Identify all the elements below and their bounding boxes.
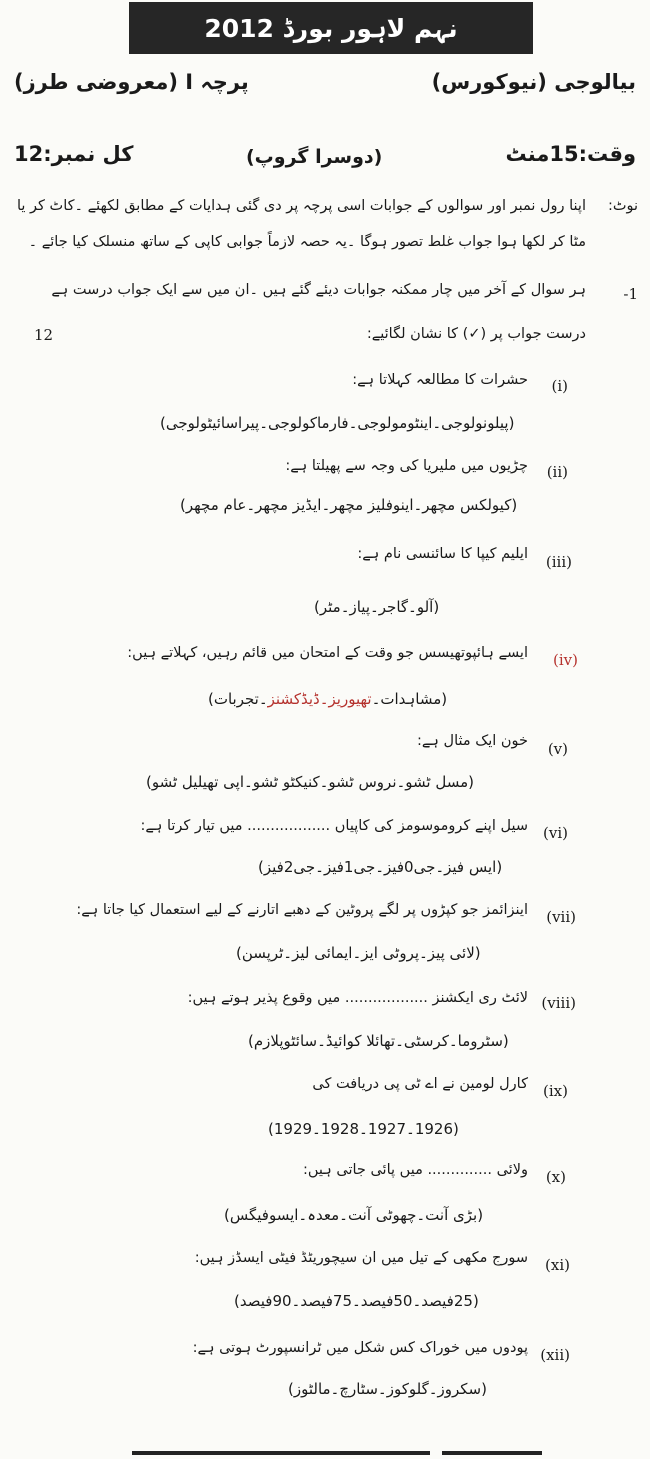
item-options-x: (بڑی آنت۔چھوٹی آنت۔معدہ۔ایسوفیگس) bbox=[224, 1206, 484, 1224]
item-number-xi: (xi) bbox=[545, 1256, 570, 1274]
item-question-ix: کارل لومین نے اے ٹی پی دریافت کی bbox=[312, 1076, 528, 1092]
item-question-x bbox=[303, 1162, 528, 1178]
item-question-vi-end: میں تیار کرتا ہے: bbox=[140, 818, 243, 834]
item-options-xi: (25فیصد۔50فیصد۔75فیصد۔90فیصد) bbox=[234, 1292, 479, 1310]
item-question-ii: چڑیوں میں ملیریا کی وجہ سے پھیلتا ہے: bbox=[285, 458, 528, 474]
item-question-xii: پودوں میں خوراک کس شکل میں ٹرانسپورٹ ہوتی ہے: bbox=[192, 1340, 528, 1356]
paper-type: پرچہ I (معروضی طرز) bbox=[14, 70, 249, 94]
footer-divider-right bbox=[442, 1451, 542, 1455]
item-number-ii: (ii) bbox=[546, 463, 568, 481]
item-options-xii: (سکروز۔گلوکوز۔سٹارچ۔مالٹوز) bbox=[288, 1380, 487, 1398]
item-question-iii: ایلیم کیپا کا سائنسی نام ہے: bbox=[357, 546, 528, 562]
note-line-1: اپنا رول نمبر اور سوالوں کے جوابات اسی پرچہ پر دی گئی ہدایات کے مطابق لکھئے ۔کاٹ کر یا bbox=[16, 198, 586, 214]
item-question-x-end: میں پائی جاتی ہیں: bbox=[302, 1162, 423, 1178]
item-number-x: (x) bbox=[545, 1168, 566, 1186]
item-question-x-start: ولائی bbox=[496, 1162, 528, 1178]
item-question-viii bbox=[188, 990, 528, 1006]
item-options-iv-part-3: ۔تجربات) bbox=[208, 690, 268, 708]
item-options-viii: (سٹروما۔کرسٹی۔تھائلا کوائیڈ۔سائٹوپلازم) bbox=[248, 1032, 509, 1050]
question-instruction-1: ہر سوال کے آخر میں چار ممکنہ جوابات دیئے گئے ہیں ۔ان میں سے ایک جواب درست ہے bbox=[51, 282, 586, 298]
subject-title: بیالوجی (نیوکورس) bbox=[431, 70, 636, 94]
item-number-iii: (iii) bbox=[545, 553, 572, 571]
item-number-v: (v) bbox=[547, 740, 568, 758]
time-allowed: وقت:15منٹ bbox=[505, 142, 636, 166]
note-line-2: مٹا کر لکھا ہوا جواب غلط تصور ہوگا ۔یہ حصہ لازماً جوابی کاپی کے ساتھ منسلک کیا جائے ۔ bbox=[28, 234, 586, 250]
item-number-viii: (viii) bbox=[541, 994, 576, 1012]
item-question-xi: سورج مکھی کے تیل میں ان سیچوریٹڈ فیٹی ایسڈز ہیں: bbox=[194, 1250, 528, 1266]
item-options-iv bbox=[208, 690, 447, 708]
item-options-ii: (کیولکس مچھر۔اینوفلیز مچھر۔ایڈیز مچھر۔عام مچھر) bbox=[180, 496, 518, 514]
item-options-ix: (1926۔1927۔1928۔1929) bbox=[268, 1120, 459, 1138]
question-number: -1 bbox=[623, 285, 638, 303]
item-question-iv: ایسے ہائپوتھیسس جو وقت کے امتحان میں قائم رہیں، کہلاتے ہیں: bbox=[127, 645, 528, 661]
note-label: نوٹ: bbox=[607, 198, 638, 214]
item-number-vi: (vi) bbox=[543, 824, 568, 842]
footer-divider-left bbox=[132, 1451, 430, 1455]
item-question-viii-end: میں وقوع پذیر ہوتے ہیں: bbox=[187, 990, 341, 1006]
item-question-viii-start: لائٹ ری ایکشنز bbox=[432, 990, 528, 1006]
item-question-i: حشرات کا مطالعہ کہلاتا ہے: bbox=[352, 372, 528, 388]
item-question-vi bbox=[140, 818, 528, 834]
board-year-banner: نہم لاہور بورڈ 2012 bbox=[129, 2, 533, 54]
item-question-v: خون ایک مثال ہے: bbox=[417, 733, 528, 749]
item-blank-viii: .................. bbox=[344, 990, 428, 1006]
item-blank-vi: .................. bbox=[247, 818, 331, 834]
item-number-iv: (iv) bbox=[553, 651, 578, 669]
total-marks: کل نمبر:12 bbox=[14, 142, 134, 166]
item-number-i: (i) bbox=[551, 377, 568, 395]
item-blank-x: .............. bbox=[427, 1162, 492, 1178]
item-options-v: (مسل ٹشو۔نروس ٹشو۔کنیکٹو ٹشو۔اپی تھیلیل ٹشو) bbox=[146, 773, 474, 791]
item-number-ix: (ix) bbox=[543, 1082, 568, 1100]
question-instruction-2: درست جواب پر (✓) کا نشان لگائیے: bbox=[366, 326, 586, 342]
item-number-vii: (vii) bbox=[546, 908, 576, 926]
item-question-vi-start: سیل اپنے کروموسومز کی کاپیاں bbox=[334, 818, 528, 834]
group-label: (دوسرا گروپ) bbox=[246, 146, 383, 168]
item-options-iv-part-1: (مشاہدات۔ bbox=[371, 690, 448, 708]
question-marks: 12 bbox=[34, 326, 54, 344]
item-options-vii: (لائی پیز۔پروٹی ایز۔ایمائی لیز۔ٹرپسن) bbox=[236, 944, 481, 962]
item-options-i: (پیلونولوجی۔اینٹومولوجی۔فارماکولوجی۔پیراسائیٹولوجی) bbox=[160, 414, 515, 432]
item-question-vii: اینزائمز جو کپڑوں پر لگے پروٹین کے دھبے اتارنے کے لیے استعمال کیا جاتا ہے: bbox=[76, 902, 528, 918]
item-options-vi: (ایس فیز۔جی0فیز۔جی1فیز۔جی2فیز) bbox=[258, 858, 503, 876]
item-options-iii: (آلو۔گاجر۔پیاز۔مٹر) bbox=[314, 598, 440, 616]
item-options-iv-part-2: تھیوریز۔ڈیڈکشنز bbox=[267, 690, 372, 708]
item-number-xii: (xii) bbox=[540, 1346, 570, 1364]
